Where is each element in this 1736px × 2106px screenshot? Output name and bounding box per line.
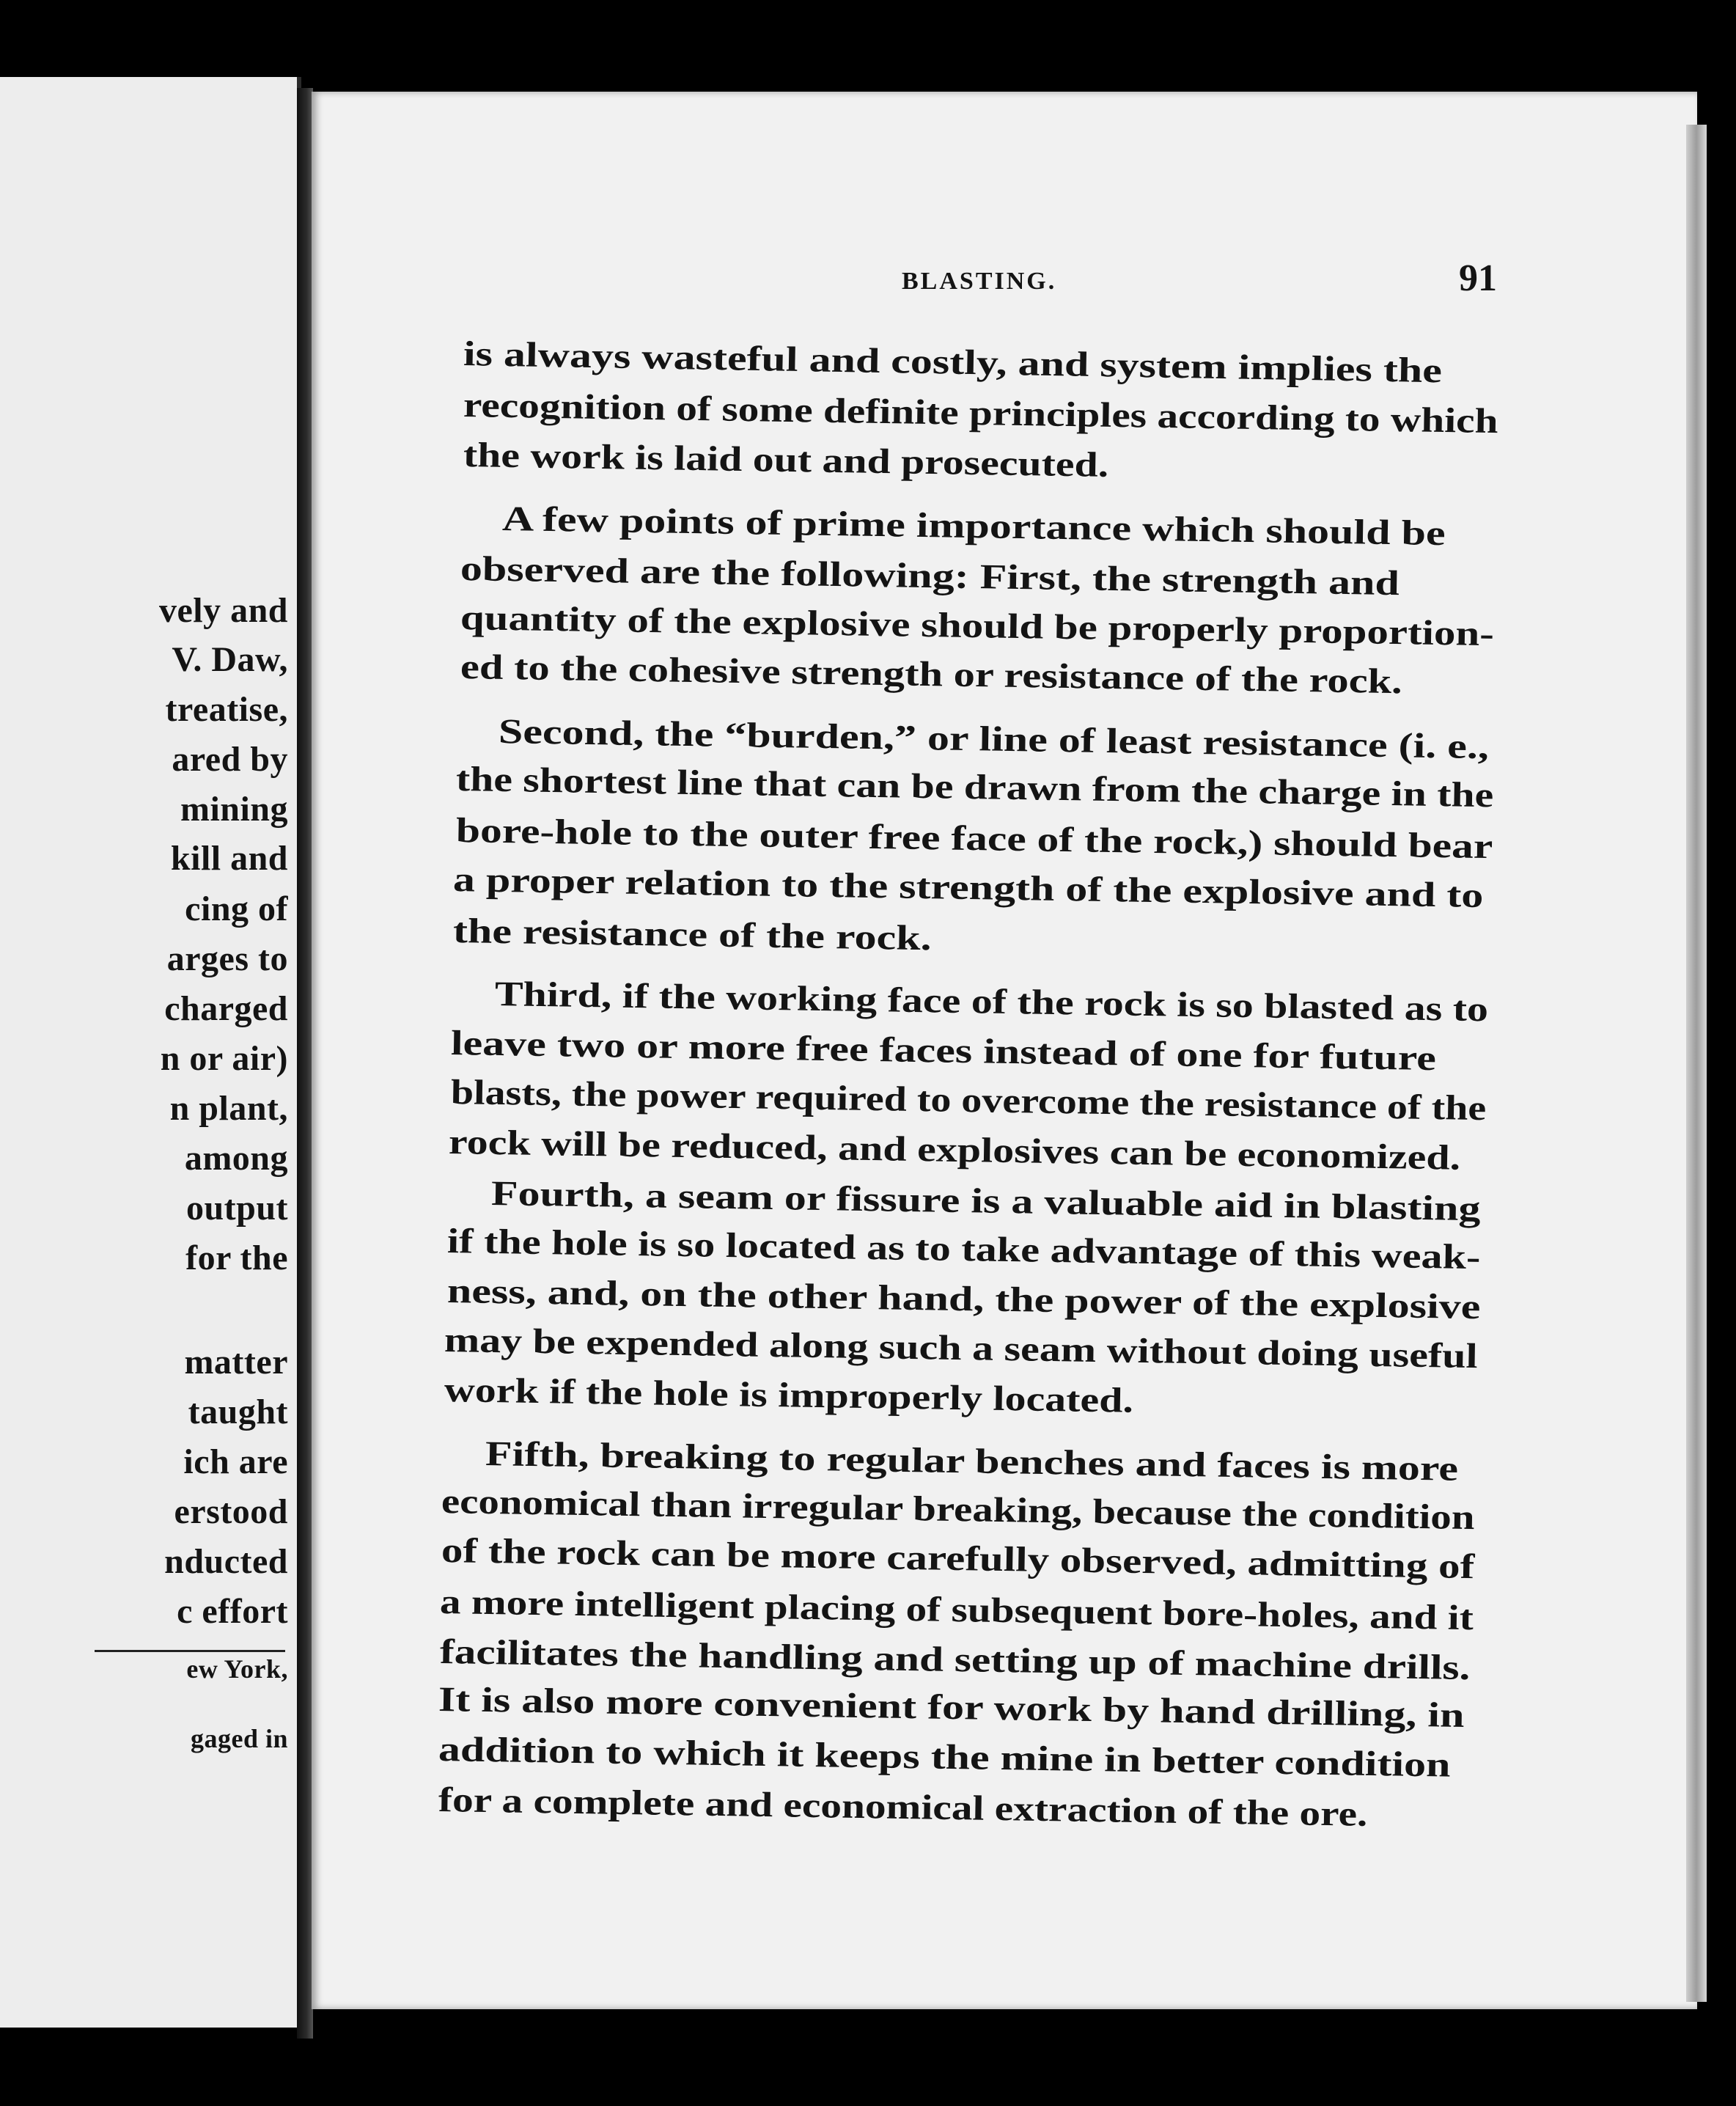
body-text-line: of the rock can be more carefully observed, admitting of — [441, 1531, 1475, 1587]
body-text-line: A few points of prime importance which should be — [501, 499, 1446, 554]
left-page-line: arges to — [166, 939, 288, 978]
left-page-line: output — [185, 1189, 288, 1228]
left-page-line: V. Daw, — [172, 640, 288, 679]
body-text-line: if the hole is so located as to take advantage of this weak- — [446, 1222, 1481, 1277]
body-text-line: ed to the cohesive strength or resistance of the rock. — [460, 647, 1403, 702]
body-text-line: observed are the following: First, the strength and — [460, 549, 1400, 603]
page-number: 91 — [1459, 257, 1497, 299]
left-page-line: charged — [164, 989, 288, 1028]
body-text-line: addition to which it keeps the mine in better condition — [438, 1730, 1451, 1785]
left-page-line: vely and — [158, 591, 288, 630]
body-text-line: the resistance of the rock. — [452, 911, 932, 958]
body-text-line: a more intelligent placing of subsequent bore-holes, and it — [439, 1582, 1474, 1638]
left-page-line: nducted — [164, 1542, 288, 1581]
body-text-line: Third, if the working face of the rock is so blasted as to — [494, 975, 1489, 1030]
body-text-line: work if the hole is improperly located. — [444, 1371, 1134, 1420]
left-page-line: n plant, — [169, 1089, 288, 1128]
left-page-footnote: gaged in — [190, 1724, 288, 1753]
body-text-line: is always wasteful and costly, and system implies the — [463, 334, 1443, 391]
body-text-line: It is also more convenient for work by hand drilling, in — [438, 1680, 1465, 1735]
body-text-line: a proper relation to the strength of the explosive and to — [452, 860, 1484, 916]
page-edge — [1686, 125, 1707, 2002]
left-page-line: c effort — [177, 1592, 288, 1631]
body-text-line: may be expended along such a seam without doing useful — [444, 1321, 1479, 1376]
left-page-line: matter — [184, 1343, 288, 1382]
left-page-line: treatise, — [165, 690, 288, 729]
left-page-line: among — [184, 1139, 288, 1178]
running-head: BLASTING. — [902, 268, 1057, 295]
body-text-line: Second, the “burden,” or line of least resistance (i. e., — [498, 712, 1490, 767]
left-page-line: kill and — [170, 839, 288, 878]
body-text-line: blasts, the power required to overcome the resistance of the — [450, 1073, 1487, 1129]
body-text-line: the shortest line that can be drawn from the charge in the — [455, 760, 1494, 815]
body-text-line: economical than irregular breaking, because the condition — [441, 1482, 1475, 1538]
left-page-footnote: ew York, — [186, 1654, 288, 1684]
body-text-line: ness, and, on the other hand, the power of the explosive — [446, 1272, 1481, 1327]
body-text-line: bore-hole to the outer free face of the rock,) should bear — [455, 811, 1493, 867]
left-page-line: cing of — [185, 889, 288, 928]
left-page-line: n or air) — [160, 1039, 288, 1078]
left-page-line: taught — [188, 1393, 288, 1431]
body-text-line: facilitates the handling and setting up of machine drills. — [439, 1632, 1471, 1688]
body-text-line: Fourth, a seam or fissure is a valuable aid in blasting — [490, 1174, 1481, 1229]
left-page — [0, 77, 301, 2028]
body-text-line: recognition of some definite principles according to which — [463, 386, 1498, 441]
body-text-line: quantity of the explosive should be properly proportion- — [460, 598, 1495, 654]
body-text-line: for a complete and economical extraction of the ore. — [438, 1780, 1368, 1834]
body-text-line: the work is laid out and prosecuted. — [463, 436, 1109, 485]
left-page-line: mining — [180, 790, 288, 829]
footnote-rule — [95, 1650, 285, 1652]
body-text-line: rock will be reduced, and explosives can be economized. — [448, 1123, 1461, 1178]
body-text-line: Fifth, breaking to regular benches and faces is more — [485, 1434, 1459, 1489]
body-text-line: leave two or more free faces instead of one for future — [450, 1024, 1437, 1079]
left-page-line: erstood — [174, 1492, 288, 1531]
left-page-line: ich are — [183, 1442, 288, 1481]
left-page-line: ared by — [172, 740, 288, 779]
book-gutter — [297, 88, 313, 2039]
left-page-line: for the — [185, 1239, 288, 1277]
